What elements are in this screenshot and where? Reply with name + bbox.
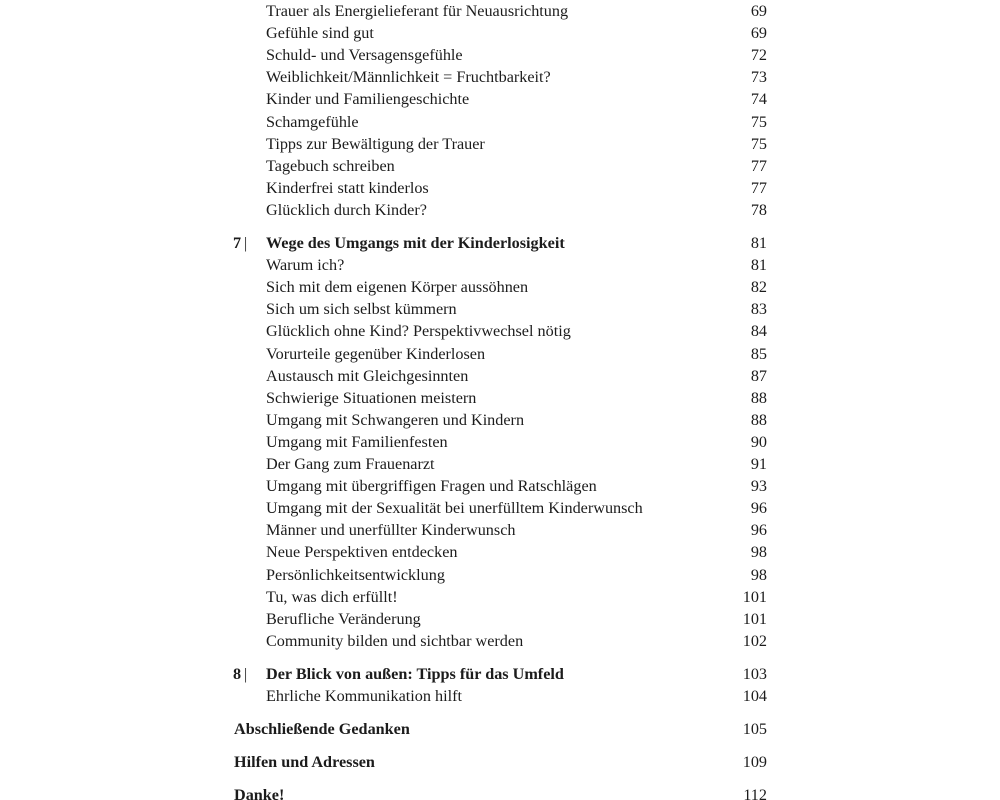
toc-entry	[0, 453, 1000, 475]
entry-title: Umgang mit übergriffigen Fragen und Ratschlägen	[266, 477, 597, 496]
toc-entry	[0, 431, 1000, 453]
page-number: 78	[750, 200, 767, 219]
toc-entry	[0, 0, 1000, 22]
toc-entry	[0, 630, 1000, 652]
toc-entry	[0, 254, 1000, 276]
entry-title: Tu, was dich erfüllt!	[266, 587, 398, 606]
entry-title: Hilfen und Adressen	[234, 753, 375, 772]
entry-title: Community bilden und sichtbar werden	[266, 631, 524, 650]
entry-title: Sich um sich selbst kümmern	[266, 300, 457, 319]
page-number: 88	[750, 388, 767, 407]
toc-section-entry	[0, 784, 1000, 800]
toc-entry	[0, 199, 1000, 221]
toc-entry	[0, 564, 1000, 586]
page-number: 87	[750, 366, 767, 385]
page-number: 84	[750, 322, 767, 341]
page-number: 91	[750, 455, 767, 473]
page-number: 77	[750, 178, 767, 197]
toc-chapter-entry	[0, 663, 1000, 685]
page-number: 105	[742, 720, 767, 739]
page-number: 112	[743, 786, 767, 800]
entry-title: Umgang mit Schwangeren und Kindern	[266, 410, 525, 429]
page-number: 75	[750, 134, 767, 153]
entry-title: Kinder und Familiengeschichte	[266, 90, 470, 109]
entry-title: Austausch mit Gleichgesinnten	[266, 366, 469, 385]
entry-title: Abschließende Gedanken	[234, 720, 410, 739]
entry-title: Glücklich durch Kinder?	[266, 200, 427, 219]
toc-entry	[0, 343, 1000, 365]
toc-entry	[0, 685, 1000, 707]
page-number: 103	[742, 664, 767, 683]
toc-entry	[0, 541, 1000, 563]
page-number: 73	[750, 68, 767, 87]
entry-title: Gefühle sind gut	[266, 24, 374, 43]
page-number: 98	[750, 543, 767, 562]
toc-entry	[0, 177, 1000, 199]
entry-title: Tagebuch schreiben	[266, 156, 395, 175]
entry-title: Danke!	[234, 786, 285, 800]
toc-chapter-entry	[0, 232, 1000, 254]
page-number: 75	[750, 112, 767, 131]
chapter-number: 7	[233, 234, 242, 252]
toc-entry	[0, 88, 1000, 110]
page-number: 104	[742, 687, 767, 705]
page-number: 81	[750, 234, 767, 252]
entry-title: Warum ich?	[266, 256, 345, 275]
toc-entry	[0, 155, 1000, 177]
entry-title: Vorurteile gegenüber Kinderlosen	[266, 344, 486, 363]
toc-entry	[0, 66, 1000, 88]
toc-entry	[0, 44, 1000, 66]
entry-title: Tipps zur Bewältigung der Trauer	[266, 134, 485, 153]
entry-title: Glücklich ohne Kind? Perspektivwechsel nötig	[266, 322, 571, 341]
entry-title: Wege des Umgangs mit der Kinderlosigkeit	[266, 234, 565, 252]
page-number: 81	[750, 256, 767, 275]
toc-entry	[0, 409, 1000, 431]
page-number: 82	[750, 278, 767, 297]
toc-entry	[0, 586, 1000, 608]
entry-title: Berufliche Veränderung	[266, 609, 421, 628]
entry-title: Schwierige Situationen meistern	[266, 388, 477, 407]
toc-entry	[0, 519, 1000, 541]
entry-title: Schuld- und Versagensgefühle	[266, 46, 463, 65]
entry-title: Weiblichkeit/Männlichkeit = Fruchtbarkeit?	[266, 68, 551, 87]
page-number: 109	[742, 753, 767, 772]
toc-entry	[0, 475, 1000, 497]
entry-title: Umgang mit der Sexualität bei unerfülltem Kinderwunsch	[266, 499, 643, 518]
entry-title: Schamgefühle	[266, 112, 359, 131]
toc-entry	[0, 298, 1000, 320]
page-number: 88	[750, 410, 767, 429]
page-number: 69	[750, 2, 767, 20]
page-number: 98	[750, 565, 767, 584]
page-number: 77	[750, 156, 767, 175]
page-number: 101	[742, 609, 767, 628]
chapter-separator: |	[244, 234, 248, 252]
toc-entry	[0, 365, 1000, 387]
entry-title: Der Gang zum Frauenarzt	[266, 455, 435, 473]
toc-entry	[0, 497, 1000, 519]
entry-title: Kinderfrei statt kinderlos	[266, 178, 429, 197]
toc-entry	[0, 133, 1000, 155]
entry-title: Persönlichkeitsentwicklung	[266, 565, 445, 584]
page-number: 69	[750, 24, 767, 43]
toc-entry	[0, 320, 1000, 342]
toc-entry	[0, 608, 1000, 630]
entry-title: Männer und unerfüllter Kinderwunsch	[266, 521, 516, 540]
toc-entry	[0, 387, 1000, 409]
page-number: 96	[750, 499, 767, 518]
toc-section-entry	[0, 718, 1000, 740]
chapter-separator: |	[244, 664, 248, 683]
page-number: 72	[750, 46, 767, 65]
toc-entry	[0, 111, 1000, 133]
page-number: 90	[750, 432, 767, 451]
entry-title: Sich mit dem eigenen Körper aussöhnen	[266, 278, 529, 297]
entry-title: Neue Perspektiven entdecken	[266, 543, 458, 562]
page-number: 96	[750, 521, 767, 540]
page-number: 101	[742, 587, 767, 606]
entry-title: Trauer als Energielieferant für Neuausrichtung	[266, 2, 569, 20]
toc-section-entry	[0, 751, 1000, 773]
page-number: 85	[750, 344, 767, 363]
entry-title: Ehrliche Kommunikation hilft	[266, 687, 463, 705]
toc-entry	[0, 22, 1000, 44]
page-number: 93	[750, 477, 767, 496]
entry-title: Der Blick von außen: Tipps für das Umfeld	[266, 664, 564, 683]
page-number: 102	[742, 631, 767, 650]
toc-entry	[0, 276, 1000, 298]
page-number: 74	[750, 90, 767, 109]
chapter-number: 8	[233, 664, 242, 683]
entry-title: Umgang mit Familienfesten	[266, 432, 448, 451]
page-number: 83	[750, 300, 767, 319]
